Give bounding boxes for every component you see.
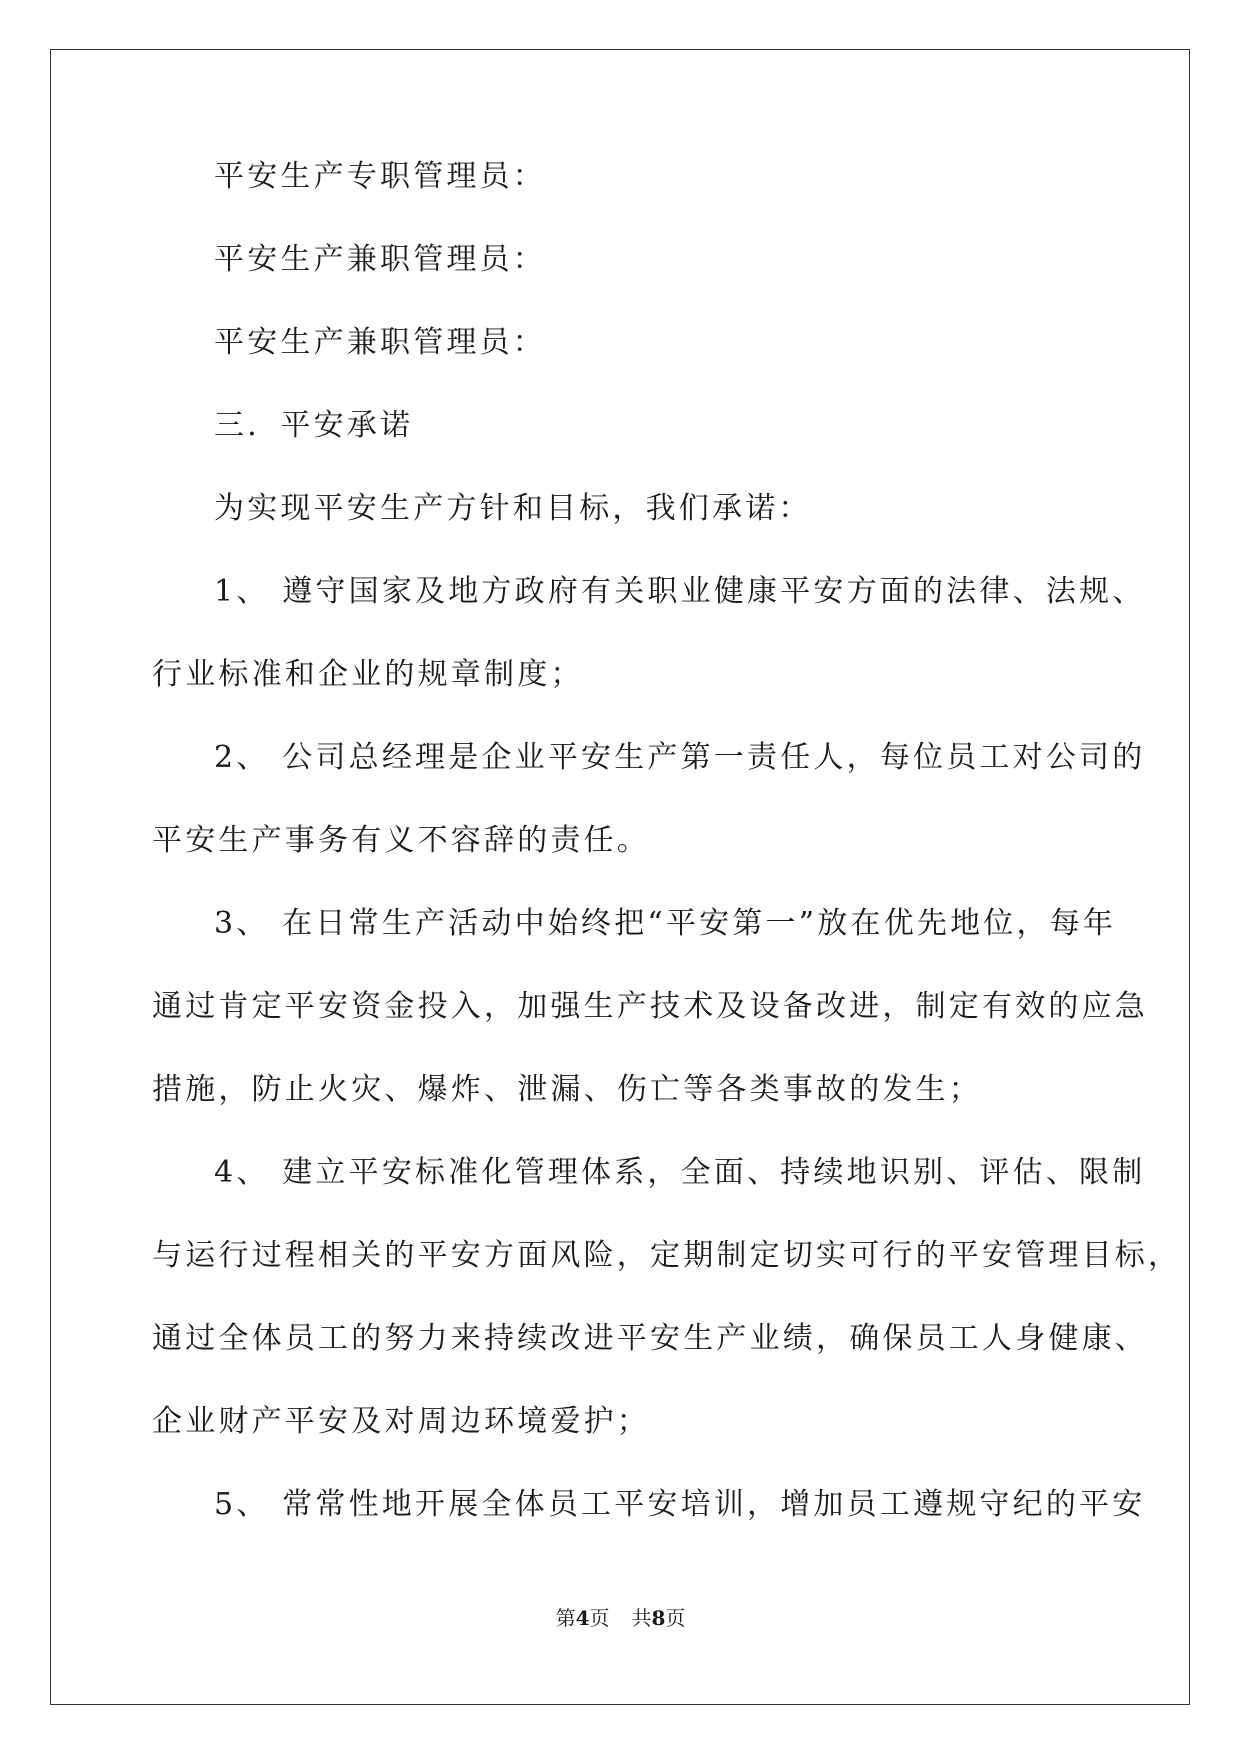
text-line: 与运行过程相关的平安方面风险，定期制定切实可行的平安管理目标，: [152, 1238, 1182, 1273]
text-line: 通过肯定平安资金投入，加强生产技术及设备改进，制定有效的应急: [152, 989, 1148, 1024]
text-line: 平安生产兼职管理员：: [214, 242, 546, 277]
text-line: 通过全体员工的努力来持续改进平安生产业绩，确保员工人身健康、: [152, 1321, 1148, 1356]
list-item: 3、 在日常生产活动中始终把“平安第一”放在优先地位，每年: [214, 906, 1117, 941]
text-line: 措施，防止火灾、爆炸、泄漏、伤亡等各类事故的发生；: [152, 1072, 982, 1107]
list-item: 4、 建立平安标准化管理体系，全面、持续地识别、评估、限制: [214, 1155, 1146, 1190]
text-line: 为实现平安生产方针和目标，我们承诺：: [214, 491, 812, 526]
list-item: 1、 遵守国家及地方政府有关职业健康平安方面的法律、法规、: [214, 574, 1146, 609]
text-line: 平安生产兼职管理员：: [214, 325, 546, 360]
total-suffix: 页: [665, 1606, 686, 1630]
list-item: 5、 常常性地开展全体员工平安培训，增加员工遵规守纪的平安: [214, 1487, 1146, 1522]
page-total: 8: [651, 1606, 666, 1630]
total-prefix: 共: [631, 1606, 652, 1630]
page-current: 4: [575, 1606, 590, 1630]
page-prefix: 第: [555, 1606, 576, 1630]
section-heading: 三．平安承诺: [214, 408, 414, 443]
text-line: 企业财产平安及对周边环境爱护；: [152, 1404, 650, 1439]
text-line: 平安生产事务有义不容辞的责任。: [152, 823, 650, 858]
page-border: [50, 49, 1190, 1705]
text-line: 平安生产专职管理员：: [214, 159, 546, 194]
page-footer: [0, 1604, 1241, 1632]
page-suffix: 页: [589, 1606, 610, 1630]
text-line: 行业标准和企业的规章制度；: [152, 657, 584, 692]
list-item: 2、 公司总经理是企业平安生产第一责任人，每位员工对公司的: [214, 740, 1146, 775]
